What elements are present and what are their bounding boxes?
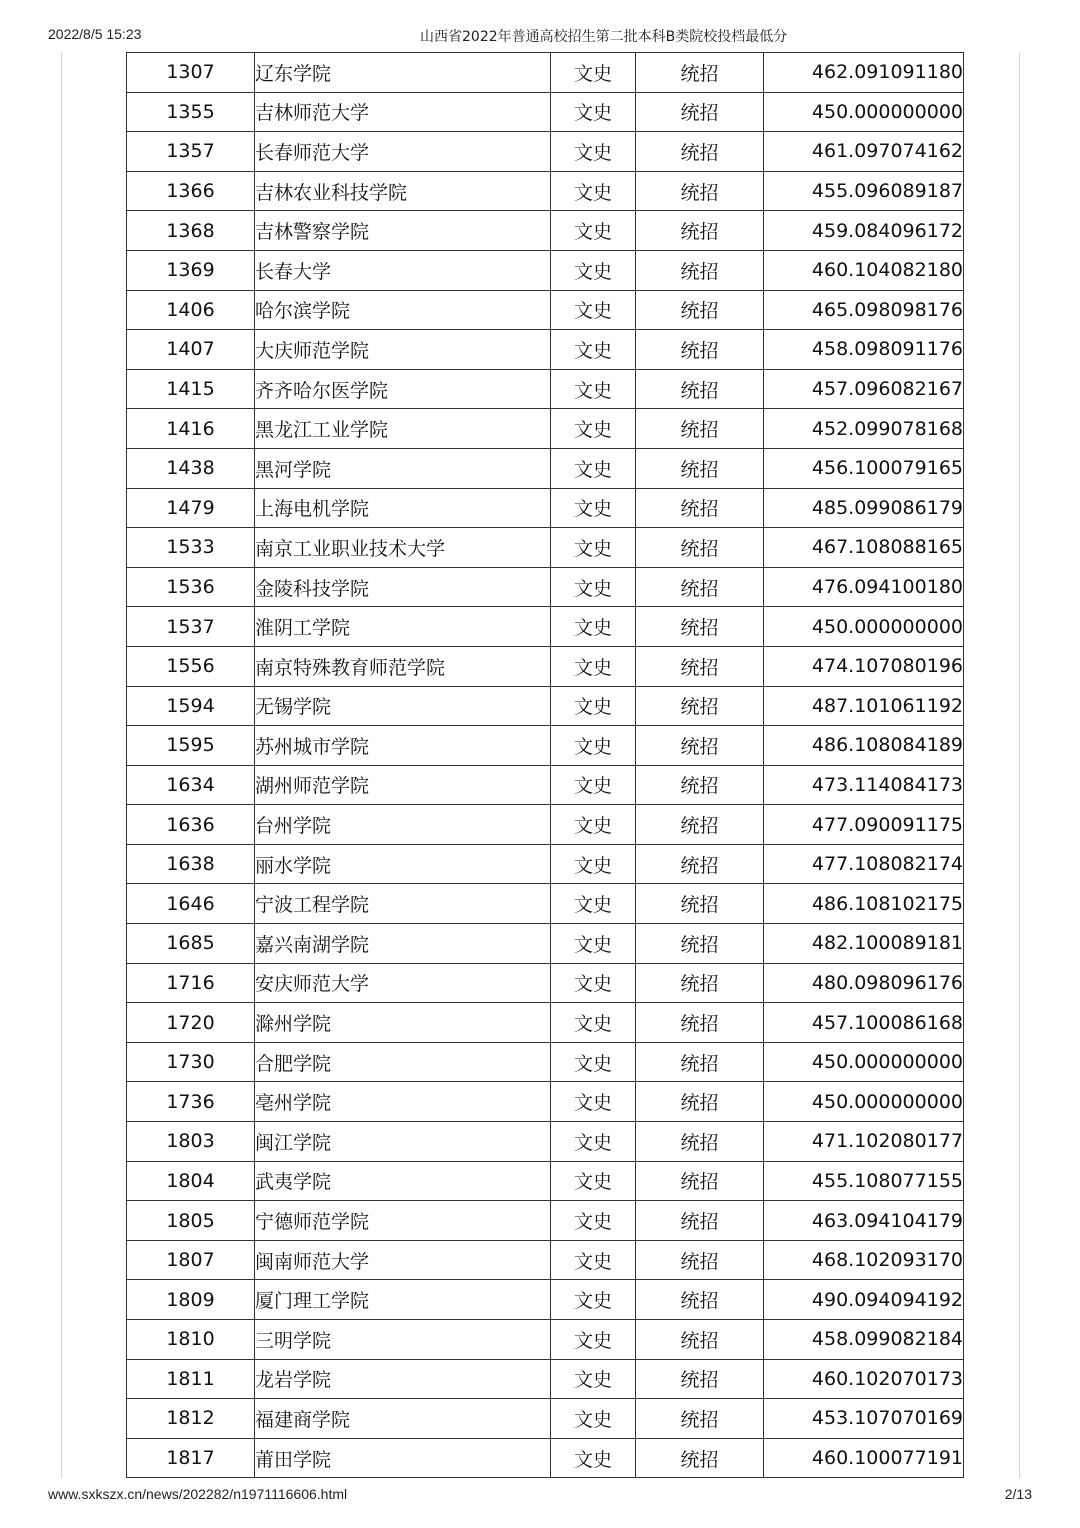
plan-type-cell: 统招 (636, 646, 764, 686)
subject-type-cell: 文史 (551, 607, 636, 647)
subject-type-cell: 文史 (551, 409, 636, 449)
plan-type-cell: 统招 (636, 53, 764, 93)
table-row (127, 1082, 964, 1122)
school-code-cell: 1805 (127, 1201, 255, 1241)
plan-type-cell: 统招 (636, 488, 764, 528)
school-code-cell: 1812 (127, 1399, 255, 1439)
min-score-cell: 486.108102175 (764, 884, 964, 924)
plan-type-cell: 统招 (636, 1082, 764, 1122)
min-score-cell: 487.101061192 (764, 686, 964, 726)
min-score-cell: 455.108077155 (764, 1161, 964, 1201)
table-row (127, 132, 964, 172)
plan-type-cell: 统招 (636, 1122, 764, 1162)
subject-type-cell: 文史 (551, 805, 636, 845)
table-row (127, 1201, 964, 1241)
plan-type-cell: 统招 (636, 250, 764, 290)
plan-type-cell: 统招 (636, 924, 764, 964)
school-code-cell: 1720 (127, 1003, 255, 1043)
plan-type-cell: 统招 (636, 805, 764, 845)
school-code-cell: 1817 (127, 1438, 255, 1478)
school-name-cell: 无锡学院 (255, 686, 551, 726)
min-score-cell: 462.091091180 (764, 53, 964, 93)
plan-type-cell: 统招 (636, 686, 764, 726)
min-score-cell: 480.098096176 (764, 963, 964, 1003)
school-code-cell: 1736 (127, 1082, 255, 1122)
page-title: 山西省2022年普通高校招生第二批本科B类院校投档最低分 (420, 29, 788, 45)
table-row (127, 1003, 964, 1043)
plan-type-cell: 统招 (636, 1201, 764, 1241)
school-name-cell: 上海电机学院 (255, 488, 551, 528)
plan-type-cell: 统招 (636, 330, 764, 370)
plan-type-cell: 统招 (636, 1240, 764, 1280)
table-row (127, 607, 964, 647)
subject-type-cell: 文史 (551, 1359, 636, 1399)
min-score-cell: 459.084096172 (764, 211, 964, 251)
school-code-cell: 1537 (127, 607, 255, 647)
plan-type-cell: 统招 (636, 1359, 764, 1399)
school-name-cell: 武夷学院 (255, 1161, 551, 1201)
school-code-cell: 1307 (127, 53, 255, 93)
school-name-cell: 厦门理工学院 (255, 1280, 551, 1320)
min-score-cell: 450.000000000 (764, 1042, 964, 1082)
table-row (127, 330, 964, 370)
school-name-cell: 吉林警察学院 (255, 211, 551, 251)
school-name-cell: 苏州城市学院 (255, 726, 551, 766)
school-code-cell: 1811 (127, 1359, 255, 1399)
school-name-cell: 哈尔滨学院 (255, 290, 551, 330)
school-code-cell: 1730 (127, 1042, 255, 1082)
subject-type-cell: 文史 (551, 528, 636, 568)
source-url[interactable]: www.sxkszx.cn/news/202282/n1971116606.html (48, 1486, 348, 1502)
subject-type-cell: 文史 (551, 963, 636, 1003)
table-row (127, 1359, 964, 1399)
min-score-cell: 452.099078168 (764, 409, 964, 449)
school-name-cell: 辽东学院 (255, 53, 551, 93)
school-code-cell: 1368 (127, 211, 255, 251)
table-row (127, 528, 964, 568)
table-row (127, 805, 964, 845)
school-name-cell: 福建商学院 (255, 1399, 551, 1439)
school-code-cell: 1594 (127, 686, 255, 726)
table-row (127, 488, 964, 528)
subject-type-cell: 文史 (551, 53, 636, 93)
right-margin-line (1019, 52, 1020, 1478)
school-name-cell: 安庆师范大学 (255, 963, 551, 1003)
min-score-cell: 463.094104179 (764, 1201, 964, 1241)
plan-type-cell: 统招 (636, 1280, 764, 1320)
plan-type-cell: 统招 (636, 211, 764, 251)
subject-type-cell: 文史 (551, 250, 636, 290)
subject-type-cell: 文史 (551, 924, 636, 964)
subject-type-cell: 文史 (551, 1240, 636, 1280)
table-row (127, 171, 964, 211)
subject-type-cell: 文史 (551, 1161, 636, 1201)
school-name-cell: 台州学院 (255, 805, 551, 845)
school-name-cell: 宁德师范学院 (255, 1201, 551, 1241)
school-name-cell: 三明学院 (255, 1320, 551, 1360)
min-score-cell: 450.000000000 (764, 92, 964, 132)
table-row (127, 765, 964, 805)
subject-type-cell: 文史 (551, 171, 636, 211)
plan-type-cell: 统招 (636, 171, 764, 211)
school-name-cell: 亳州学院 (255, 1082, 551, 1122)
subject-type-cell: 文史 (551, 884, 636, 924)
table-body (127, 53, 964, 1478)
min-score-cell: 465.098098176 (764, 290, 964, 330)
table-row (127, 1438, 964, 1478)
admission-score-table (126, 52, 964, 1478)
table-row (127, 686, 964, 726)
plan-type-cell: 统招 (636, 1438, 764, 1478)
plan-type-cell: 统招 (636, 1003, 764, 1043)
plan-type-cell: 统招 (636, 1161, 764, 1201)
subject-type-cell: 文史 (551, 92, 636, 132)
school-name-cell: 淮阴工学院 (255, 607, 551, 647)
plan-type-cell: 统招 (636, 726, 764, 766)
school-name-cell: 黑龙江工业学院 (255, 409, 551, 449)
min-score-cell: 450.000000000 (764, 607, 964, 647)
subject-type-cell: 文史 (551, 844, 636, 884)
min-score-cell: 476.094100180 (764, 567, 964, 607)
min-score-cell: 461.097074162 (764, 132, 964, 172)
subject-type-cell: 文史 (551, 1003, 636, 1043)
table-row (127, 92, 964, 132)
school-code-cell: 1809 (127, 1280, 255, 1320)
table-row (127, 53, 964, 93)
subject-type-cell: 文史 (551, 330, 636, 370)
school-code-cell: 1556 (127, 646, 255, 686)
school-code-cell: 1416 (127, 409, 255, 449)
min-score-cell: 485.099086179 (764, 488, 964, 528)
school-code-cell: 1357 (127, 132, 255, 172)
school-name-cell: 长春大学 (255, 250, 551, 290)
school-name-cell: 滁州学院 (255, 1003, 551, 1043)
school-name-cell: 齐齐哈尔医学院 (255, 369, 551, 409)
subject-type-cell: 文史 (551, 1201, 636, 1241)
page-number: 2/13 (1004, 1486, 1032, 1502)
table-row (127, 963, 964, 1003)
subject-type-cell: 文史 (551, 1320, 636, 1360)
subject-type-cell: 文史 (551, 726, 636, 766)
min-score-cell: 450.000000000 (764, 1082, 964, 1122)
table-row (127, 290, 964, 330)
table-row (127, 726, 964, 766)
table-row (127, 1161, 964, 1201)
table-row (127, 448, 964, 488)
subject-type-cell: 文史 (551, 1438, 636, 1478)
plan-type-cell: 统招 (636, 844, 764, 884)
subject-type-cell: 文史 (551, 1042, 636, 1082)
school-code-cell: 1807 (127, 1240, 255, 1280)
subject-type-cell: 文史 (551, 488, 636, 528)
plan-type-cell: 统招 (636, 765, 764, 805)
subject-type-cell: 文史 (551, 448, 636, 488)
min-score-cell: 473.114084173 (764, 765, 964, 805)
min-score-cell: 486.108084189 (764, 726, 964, 766)
school-code-cell: 1438 (127, 448, 255, 488)
plan-type-cell: 统招 (636, 92, 764, 132)
subject-type-cell: 文史 (551, 1122, 636, 1162)
min-score-cell: 467.108088165 (764, 528, 964, 568)
table-row (127, 1240, 964, 1280)
school-code-cell: 1406 (127, 290, 255, 330)
table-row (127, 1122, 964, 1162)
school-name-cell: 嘉兴南湖学院 (255, 924, 551, 964)
school-code-cell: 1407 (127, 330, 255, 370)
table-row (127, 924, 964, 964)
subject-type-cell: 文史 (551, 765, 636, 805)
school-name-cell: 金陵科技学院 (255, 567, 551, 607)
min-score-cell: 460.102070173 (764, 1359, 964, 1399)
table-row (127, 884, 964, 924)
school-code-cell: 1638 (127, 844, 255, 884)
school-code-cell: 1803 (127, 1122, 255, 1162)
plan-type-cell: 统招 (636, 607, 764, 647)
min-score-cell: 460.100077191 (764, 1438, 964, 1478)
subject-type-cell: 文史 (551, 369, 636, 409)
subject-type-cell: 文史 (551, 211, 636, 251)
subject-type-cell: 文史 (551, 646, 636, 686)
school-name-cell: 南京工业职业技术大学 (255, 528, 551, 568)
subject-type-cell: 文史 (551, 290, 636, 330)
table-row (127, 1399, 964, 1439)
subject-type-cell: 文史 (551, 686, 636, 726)
school-code-cell: 1636 (127, 805, 255, 845)
subject-type-cell: 文史 (551, 1082, 636, 1122)
table-row (127, 409, 964, 449)
school-name-cell: 南京特殊教育师范学院 (255, 646, 551, 686)
min-score-cell: 460.104082180 (764, 250, 964, 290)
min-score-cell: 471.102080177 (764, 1122, 964, 1162)
min-score-cell: 477.090091175 (764, 805, 964, 845)
plan-type-cell: 统招 (636, 290, 764, 330)
plan-type-cell: 统招 (636, 132, 764, 172)
school-name-cell: 湖州师范学院 (255, 765, 551, 805)
plan-type-cell: 统招 (636, 369, 764, 409)
subject-type-cell: 文史 (551, 132, 636, 172)
school-name-cell: 合肥学院 (255, 1042, 551, 1082)
plan-type-cell: 统招 (636, 409, 764, 449)
min-score-cell: 482.100089181 (764, 924, 964, 964)
school-name-cell: 大庆师范学院 (255, 330, 551, 370)
school-code-cell: 1595 (127, 726, 255, 766)
school-code-cell: 1533 (127, 528, 255, 568)
subject-type-cell: 文史 (551, 1280, 636, 1320)
school-code-cell: 1810 (127, 1320, 255, 1360)
table-row (127, 844, 964, 884)
school-name-cell: 吉林师范大学 (255, 92, 551, 132)
subject-type-cell: 文史 (551, 1399, 636, 1439)
min-score-cell: 453.107070169 (764, 1399, 964, 1439)
school-code-cell: 1685 (127, 924, 255, 964)
left-margin-line (61, 52, 62, 1478)
school-name-cell: 闽江学院 (255, 1122, 551, 1162)
school-name-cell: 莆田学院 (255, 1438, 551, 1478)
min-score-cell: 468.102093170 (764, 1240, 964, 1280)
min-score-cell: 457.096082167 (764, 369, 964, 409)
school-code-cell: 1355 (127, 92, 255, 132)
min-score-cell: 458.099082184 (764, 1320, 964, 1360)
school-name-cell: 黑河学院 (255, 448, 551, 488)
school-code-cell: 1716 (127, 963, 255, 1003)
school-code-cell: 1415 (127, 369, 255, 409)
subject-type-cell: 文史 (551, 567, 636, 607)
min-score-cell: 455.096089187 (764, 171, 964, 211)
table-row (127, 369, 964, 409)
plan-type-cell: 统招 (636, 963, 764, 1003)
school-code-cell: 1804 (127, 1161, 255, 1201)
plan-type-cell: 统招 (636, 528, 764, 568)
plan-type-cell: 统招 (636, 448, 764, 488)
school-name-cell: 宁波工程学院 (255, 884, 551, 924)
table-row (127, 211, 964, 251)
plan-type-cell: 统招 (636, 1399, 764, 1439)
min-score-cell: 477.108082174 (764, 844, 964, 884)
min-score-cell: 458.098091176 (764, 330, 964, 370)
table-row (127, 1280, 964, 1320)
school-name-cell: 龙岩学院 (255, 1359, 551, 1399)
school-code-cell: 1536 (127, 567, 255, 607)
school-name-cell: 长春师范大学 (255, 132, 551, 172)
print-datetime: 2022/8/5 15:23 (48, 26, 142, 42)
min-score-cell: 456.100079165 (764, 448, 964, 488)
table-row (127, 567, 964, 607)
plan-type-cell: 统招 (636, 884, 764, 924)
school-code-cell: 1646 (127, 884, 255, 924)
plan-type-cell: 统招 (636, 567, 764, 607)
school-code-cell: 1366 (127, 171, 255, 211)
table-row (127, 250, 964, 290)
school-code-cell: 1369 (127, 250, 255, 290)
table-row (127, 646, 964, 686)
school-name-cell: 闽南师范大学 (255, 1240, 551, 1280)
school-code-cell: 1479 (127, 488, 255, 528)
table-row (127, 1320, 964, 1360)
school-code-cell: 1634 (127, 765, 255, 805)
min-score-cell: 457.100086168 (764, 1003, 964, 1043)
min-score-cell: 490.094094192 (764, 1280, 964, 1320)
school-name-cell: 吉林农业科技学院 (255, 171, 551, 211)
table-row (127, 1042, 964, 1082)
plan-type-cell: 统招 (636, 1320, 764, 1360)
school-name-cell: 丽水学院 (255, 844, 551, 884)
min-score-cell: 474.107080196 (764, 646, 964, 686)
plan-type-cell: 统招 (636, 1042, 764, 1082)
